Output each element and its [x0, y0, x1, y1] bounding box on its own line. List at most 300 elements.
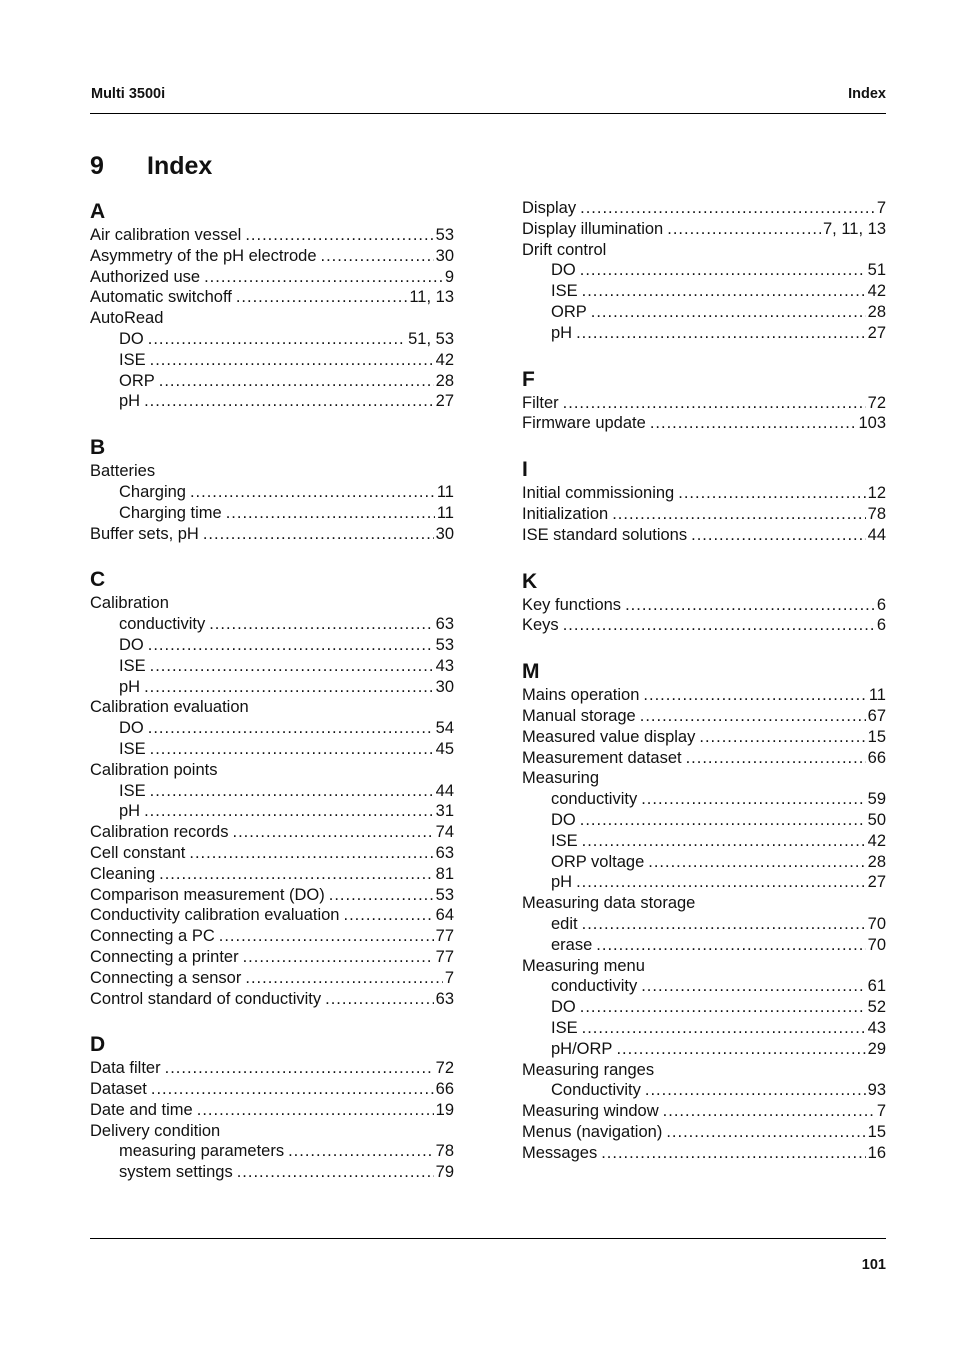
index-entry [522, 768, 886, 789]
dot-leader [203, 524, 434, 545]
entry-label: Charging time [119, 503, 222, 522]
index-subentry [90, 482, 454, 503]
entry-page-ref: 53 [435, 635, 454, 654]
index-subentry [522, 831, 886, 852]
entry-label: Measurement dataset [522, 748, 682, 767]
entry-page-ref: 77 [435, 927, 454, 946]
entry-page-ref: 7 [876, 199, 886, 217]
index-entry [90, 1079, 454, 1100]
dot-leader [648, 852, 865, 873]
dot-leader [150, 739, 434, 760]
entry-page-ref: 7, 11, 13 [823, 219, 886, 238]
entry-page-ref: 53 [435, 226, 454, 244]
entry-label: ISE [119, 739, 146, 758]
index-entry [522, 393, 886, 414]
entry-page-ref: 53 [435, 885, 454, 904]
index-entry [522, 525, 886, 546]
index-subentry [522, 323, 886, 344]
index-subentry [522, 872, 886, 893]
entry-label: Date and time [90, 1100, 193, 1119]
entry-page-ref: 67 [867, 706, 886, 725]
entry-page-ref: 42 [867, 282, 886, 301]
entry-page-ref: 27 [867, 323, 886, 342]
index-entry [90, 822, 454, 843]
index-subentry [522, 260, 886, 281]
entry-page-ref: 15 [867, 1122, 886, 1141]
entry-label: pH/ORP [551, 1039, 613, 1058]
index-entry [90, 697, 454, 718]
index-entry [90, 308, 454, 329]
entry-label: Menus (navigation) [522, 1122, 663, 1141]
index-entry [90, 461, 454, 482]
index-entry [522, 595, 886, 616]
dot-leader [148, 635, 434, 656]
dot-leader [197, 1100, 434, 1121]
index-subentry [522, 914, 886, 935]
entry-page-ref: 50 [867, 810, 886, 829]
group-spacer [522, 636, 886, 658]
index-subentry [522, 997, 886, 1018]
entry-label: DO [119, 635, 144, 654]
entry-page-ref: 81 [435, 864, 454, 883]
index-subentry [90, 635, 454, 656]
entry-label: ISE [551, 831, 578, 850]
dot-leader [236, 287, 408, 308]
entry-label: ISE [551, 1018, 578, 1037]
dot-leader [645, 1080, 866, 1101]
entry-page-ref: 15 [867, 727, 886, 746]
index-letter-heading: A [90, 200, 106, 223]
dot-leader [686, 748, 866, 769]
index-entry [90, 843, 454, 864]
dot-leader [691, 525, 866, 546]
entry-label: Connecting a sensor [90, 968, 242, 987]
entry-label: ISE [119, 656, 146, 675]
entry-label: Measured value display [522, 727, 696, 746]
dot-leader [245, 968, 442, 989]
index-letter-heading: K [522, 569, 538, 593]
dot-leader [150, 656, 434, 677]
index-subentry [90, 371, 454, 392]
index-entry [522, 727, 886, 748]
dot-leader [580, 260, 866, 281]
index-subentry [522, 810, 886, 831]
entry-label: Cell constant [90, 843, 186, 862]
entry-label: Authorized use [90, 267, 201, 286]
dot-leader [325, 989, 434, 1010]
dot-leader [580, 997, 866, 1018]
entry-label: Measuring ranges [522, 1060, 655, 1079]
entry-label: Comparison measurement (DO) [90, 885, 325, 904]
index-subentry [90, 329, 454, 350]
entry-page-ref: 45 [435, 739, 454, 758]
entry-page-ref: 42 [867, 831, 886, 850]
entry-page-ref: 64 [435, 906, 454, 925]
entry-label: conductivity [551, 790, 638, 809]
entry-page-ref: 7 [876, 1102, 886, 1121]
entry-label: Conductivity [551, 1081, 641, 1100]
entry-label: Filter [522, 393, 559, 412]
dot-leader [144, 677, 434, 698]
index-entry [522, 615, 886, 636]
entry-label: Batteries [90, 462, 156, 481]
entry-page-ref: 11 [436, 482, 454, 501]
dot-leader [582, 1018, 866, 1039]
entry-page-ref: 9 [444, 267, 454, 286]
dot-leader [699, 727, 865, 748]
entry-label: Connecting a PC [90, 927, 215, 946]
entry-label: pH [119, 802, 141, 821]
entry-label: DO [551, 810, 576, 829]
entry-page-ref: 43 [867, 1018, 886, 1037]
dot-leader [641, 976, 865, 997]
entry-label: Initialization [522, 504, 609, 523]
entry-page-ref: 74 [435, 823, 454, 842]
index-entry [90, 947, 454, 968]
entry-label: Initial commissioning [522, 484, 675, 503]
entry-label: Measuring data storage [522, 894, 696, 913]
entry-label: Delivery condition [90, 1121, 221, 1140]
entry-page-ref: 63 [435, 843, 454, 862]
dot-leader [226, 503, 435, 524]
dot-leader [321, 246, 434, 267]
index-letter-heading: I [522, 458, 528, 482]
entry-label: conductivity [551, 977, 638, 996]
entry-label: ISE standard solutions [522, 525, 688, 544]
dot-leader [237, 1162, 434, 1183]
index-entry [90, 885, 454, 906]
index-subentry [522, 789, 886, 810]
dot-leader [563, 615, 875, 636]
entry-label: system settings [119, 1163, 233, 1182]
dot-leader [150, 781, 434, 802]
dot-leader [209, 614, 433, 635]
dot-leader [148, 718, 434, 739]
entry-page-ref: 11 [868, 686, 886, 705]
entry-page-ref: 51 [867, 261, 886, 280]
dot-leader [582, 914, 866, 935]
entry-page-ref: 77 [435, 947, 454, 966]
entry-page-ref: 27 [435, 392, 454, 411]
index-entry [522, 240, 886, 261]
entry-page-ref: 78 [435, 1142, 454, 1161]
index-entry [90, 1058, 454, 1079]
index-subentry [90, 391, 454, 412]
entry-label: DO [119, 329, 144, 348]
entry-label: Calibration records [90, 823, 229, 842]
dot-leader [576, 323, 866, 344]
entry-label: Dataset [90, 1080, 147, 1099]
entry-page-ref: 42 [435, 350, 454, 369]
index-entry [522, 1143, 886, 1164]
index-entry [90, 267, 454, 288]
index-entry [90, 989, 454, 1010]
index-subentry [90, 503, 454, 524]
entry-label: pH [119, 392, 141, 411]
entry-page-ref: 30 [435, 677, 454, 696]
index-entry [90, 864, 454, 885]
entry-page-ref: 93 [867, 1081, 886, 1100]
index-subentry [90, 350, 454, 371]
entry-label: DO [119, 719, 144, 738]
dot-leader [343, 905, 433, 926]
index-entry [522, 483, 886, 504]
dot-leader [151, 1079, 434, 1100]
dot-leader [650, 413, 857, 434]
entry-page-ref: 30 [435, 524, 454, 543]
entry-label: ISE [551, 282, 578, 301]
entry-page-ref: 6 [876, 616, 886, 635]
dot-leader [612, 504, 865, 525]
dot-leader [591, 302, 866, 323]
dot-leader [625, 595, 875, 616]
entry-page-ref: 61 [867, 977, 886, 996]
entry-page-ref: 66 [867, 748, 886, 767]
dot-leader [245, 225, 433, 246]
entry-label: Display [522, 199, 577, 217]
entry-page-ref: 29 [867, 1039, 886, 1058]
entry-label: ORP [119, 371, 155, 390]
dot-leader [232, 822, 433, 843]
index-entry [522, 413, 886, 434]
dot-leader [159, 371, 434, 392]
index-subentry [90, 677, 454, 698]
entry-label: pH [119, 677, 141, 696]
entry-label: Measuring [522, 769, 600, 788]
entry-label: AutoRead [90, 309, 164, 328]
entry-page-ref: 78 [867, 504, 886, 523]
dot-leader [580, 810, 866, 831]
entry-page-ref: 28 [435, 371, 454, 390]
index-entry [522, 1101, 886, 1122]
entry-label: Measuring window [522, 1102, 659, 1121]
entry-page-ref: 16 [867, 1143, 886, 1162]
entry-page-ref: 19 [435, 1100, 454, 1119]
entry-label: Automatic switchoff [90, 288, 232, 307]
index-subentry [522, 976, 886, 997]
dot-leader [641, 789, 865, 810]
entry-label: Buffer sets, pH [90, 524, 199, 543]
index-column-right [522, 198, 886, 1163]
dot-leader [148, 329, 406, 350]
index-entry [90, 225, 454, 246]
dot-leader [576, 872, 866, 893]
index-letter-heading: B [90, 436, 106, 460]
entry-page-ref: 63 [435, 989, 454, 1008]
index-subentry [90, 801, 454, 822]
entry-label: Calibration evaluation [90, 698, 249, 717]
index-entry [90, 246, 454, 267]
entry-page-ref: 28 [867, 852, 886, 871]
index-entry [90, 287, 454, 308]
entry-label: ISE [119, 781, 146, 800]
index-subentry [522, 852, 886, 873]
index-entry [90, 1121, 454, 1142]
group-spacer [522, 344, 886, 366]
entry-page-ref: 6 [876, 595, 886, 614]
entry-label: Conductivity calibration evaluation [90, 906, 340, 925]
dot-leader [643, 685, 866, 706]
entry-page-ref: 72 [435, 1059, 454, 1078]
dot-leader [667, 219, 821, 240]
index-column-left [90, 198, 454, 1183]
index-entry [90, 926, 454, 947]
entry-label: Mains operation [522, 686, 640, 705]
index-subentry [522, 1018, 886, 1039]
entry-page-ref: 43 [435, 656, 454, 675]
chapter-title: Index [147, 152, 213, 180]
group-spacer [90, 1009, 454, 1031]
entry-page-ref: 31 [435, 802, 454, 821]
dot-leader [159, 864, 434, 885]
dot-leader [601, 1143, 865, 1164]
index-subentry [90, 614, 454, 635]
entry-page-ref: 12 [867, 484, 886, 503]
index-subentry [522, 281, 886, 302]
entry-label: Calibration points [90, 760, 218, 779]
index-entry [522, 504, 886, 525]
entry-label: Measuring menu [522, 956, 645, 975]
index-subentry [522, 935, 886, 956]
running-header-title: Multi 3500i [91, 86, 166, 102]
group-spacer [90, 412, 454, 434]
dot-leader [663, 1101, 875, 1122]
entry-label: Control standard of conductivity [90, 989, 322, 1008]
index-subentry [522, 302, 886, 323]
group-spacer [90, 544, 454, 566]
index-subentry [90, 1162, 454, 1183]
dot-leader [165, 1058, 434, 1079]
entry-label: ORP [551, 302, 587, 321]
index-subentry [522, 1080, 886, 1101]
index-subentry [90, 656, 454, 677]
index-subentry [90, 718, 454, 739]
index-entry [522, 748, 886, 769]
dot-leader [144, 801, 434, 822]
entry-label: pH [551, 323, 573, 342]
index-entry [90, 1100, 454, 1121]
footer-rule [90, 1238, 886, 1239]
dot-leader [582, 831, 866, 852]
index-entry [90, 524, 454, 545]
dot-leader [678, 483, 865, 504]
index-letter-heading: M [522, 660, 540, 684]
entry-label: erase [551, 935, 593, 954]
dot-leader [666, 1122, 865, 1143]
entry-label: Calibration [90, 594, 169, 613]
entry-label: Messages [522, 1143, 598, 1162]
entry-page-ref: 28 [867, 302, 886, 321]
entry-page-ref: 52 [867, 998, 886, 1017]
entry-page-ref: 44 [435, 781, 454, 800]
dot-leader [219, 926, 434, 947]
dot-leader [243, 947, 434, 968]
dot-leader [616, 1039, 865, 1060]
page-number: 101 [861, 1257, 886, 1273]
dot-leader [189, 843, 433, 864]
entry-label: measuring parameters [119, 1142, 285, 1161]
index-entry [90, 968, 454, 989]
entry-label: Data filter [90, 1059, 161, 1078]
index-entry [522, 893, 886, 914]
entry-page-ref: 59 [867, 790, 886, 809]
entry-page-ref: 30 [435, 246, 454, 265]
group-spacer [522, 546, 886, 568]
entry-label: Asymmetry of the pH electrode [90, 246, 317, 265]
entry-page-ref: 44 [867, 525, 886, 544]
entry-page-ref: 27 [867, 873, 886, 892]
index-entry [522, 685, 886, 706]
dot-leader [204, 267, 443, 288]
entry-label: Air calibration vessel [90, 226, 242, 244]
page-title [90, 152, 212, 181]
dot-leader [190, 482, 435, 503]
entry-page-ref: 70 [867, 935, 886, 954]
entry-page-ref: 54 [435, 719, 454, 738]
index-subentry [90, 739, 454, 760]
entry-label: Display illumination [522, 219, 664, 238]
entry-page-ref: 11 [436, 503, 454, 522]
entry-label: conductivity [119, 615, 206, 634]
index-letter-heading: F [522, 367, 535, 391]
dot-leader [144, 391, 434, 412]
entry-label: pH [551, 873, 573, 892]
entry-label: ORP voltage [551, 852, 645, 871]
index-entry [522, 956, 886, 977]
entry-label: Charging [119, 482, 186, 501]
entry-label: Drift control [522, 240, 607, 259]
entry-page-ref: 79 [435, 1163, 454, 1182]
index-subentry [90, 781, 454, 802]
dot-leader [150, 350, 434, 371]
entry-label: Firmware update [522, 414, 646, 433]
dot-leader [640, 706, 866, 727]
index-entry [522, 706, 886, 727]
header-rule [90, 113, 886, 114]
dot-leader [329, 885, 434, 906]
entry-label: edit [551, 914, 578, 933]
index-entry [90, 593, 454, 614]
dot-leader [288, 1141, 434, 1162]
entry-page-ref: 103 [858, 414, 886, 433]
index-entry [522, 219, 886, 240]
entry-label: Key functions [522, 595, 622, 614]
index-letter-heading: D [90, 1033, 106, 1057]
chapter-number: 9 [90, 152, 104, 180]
entry-label: Keys [522, 616, 559, 635]
entry-label: DO [551, 261, 576, 280]
group-spacer [522, 434, 886, 456]
entry-label: Cleaning [90, 864, 156, 883]
entry-page-ref: 66 [435, 1080, 454, 1099]
index-letter-heading: C [90, 568, 106, 592]
dot-leader [596, 935, 865, 956]
index-entry [90, 760, 454, 781]
index-subentry [522, 1039, 886, 1060]
entry-page-ref: 51, 53 [408, 329, 454, 348]
entry-page-ref: 11, 13 [409, 288, 454, 307]
entry-page-ref: 72 [867, 393, 886, 412]
index-entry [522, 198, 886, 219]
index-entry [522, 1122, 886, 1143]
entry-page-ref: 7 [444, 968, 454, 987]
entry-label: ISE [119, 350, 146, 369]
entry-label: Manual storage [522, 706, 636, 725]
index-entry [90, 905, 454, 926]
entry-label: Connecting a printer [90, 947, 239, 966]
dot-leader [582, 281, 866, 302]
dot-leader [580, 198, 875, 219]
